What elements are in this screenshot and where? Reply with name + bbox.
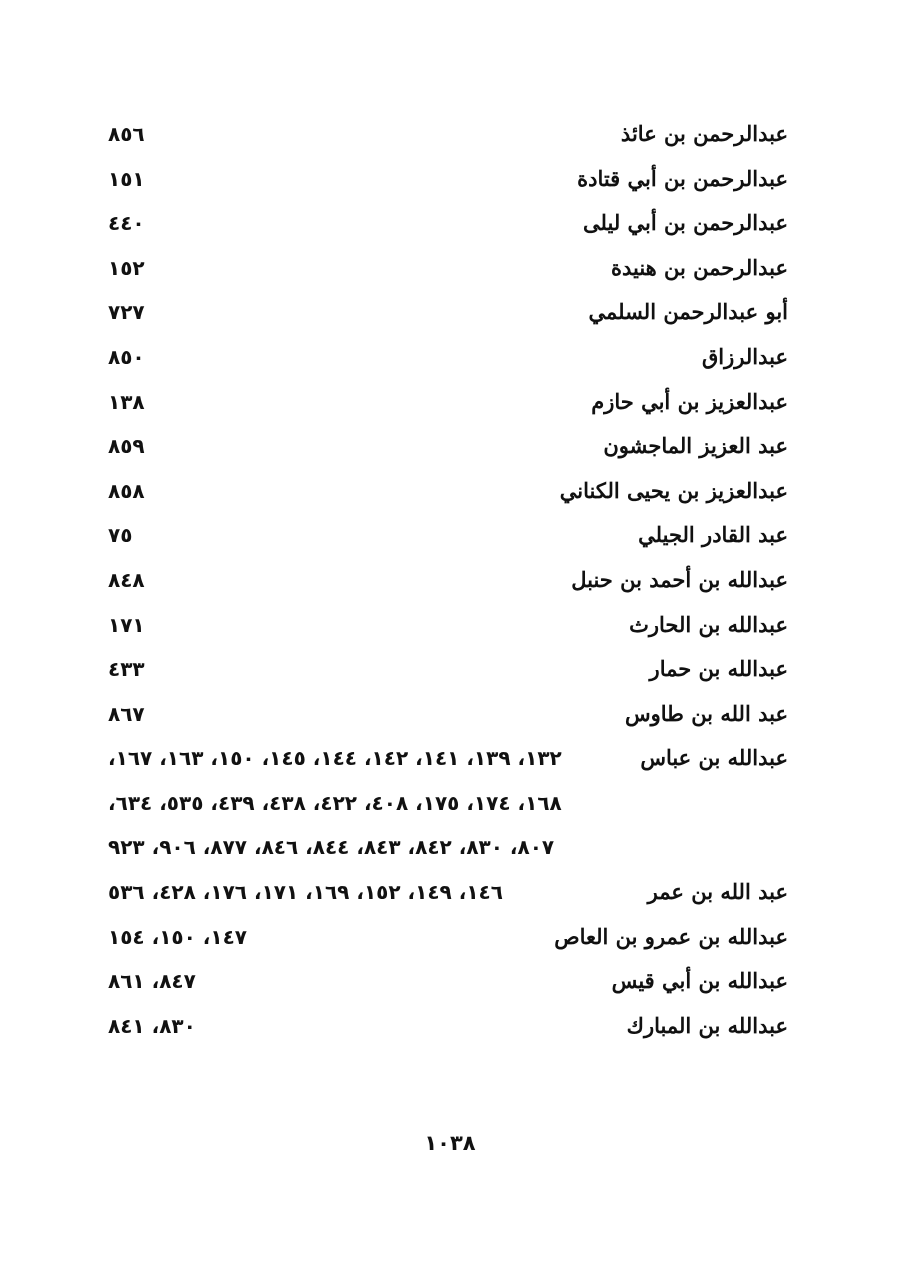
page-numbers-line: ١٤٦، ١٤٩، ١٥٢، ١٦٩، ١٧١، ١٧٦، ٤٢٨، ٥٣٦ [108, 880, 503, 905]
entry-pages [108, 961, 568, 1006]
index-entry [0, 1006, 900, 1046]
page-numbers-line: ١٣٨ [108, 389, 145, 414]
page-numbers-line: ١٤٧، ١٥٠، ١٥٤ [108, 924, 247, 949]
entry-name: عبد القادر الجيلي [638, 522, 788, 548]
entry-name: عبدالله بن عمرو بن العاص [554, 923, 788, 949]
entry-pages [108, 738, 568, 872]
page-numbers-line: ١٦٨، ١٧٤، ١٧٥، ٤٠٨، ٤٢٢، ٤٣٨، ٤٣٩، ٥٣٥، ٦٣٤، [108, 790, 562, 815]
page-numbers-line: ٧٥ [108, 523, 133, 548]
entry-pages [108, 872, 568, 917]
page-numbers-line: ٤٤٠ [108, 211, 145, 236]
entry-name: عبدالرحمن بن أبي ليلى [583, 210, 788, 236]
entry-name: عبد الله بن عمر [647, 879, 788, 905]
page-numbers-line: ١٥٢ [108, 255, 145, 280]
entry-pages [108, 426, 568, 471]
page-numbers-line: ٨٥٦ [108, 122, 145, 146]
entry-pages [108, 382, 568, 427]
entry-pages [108, 605, 568, 650]
index-entry [0, 159, 900, 199]
index-entry [0, 248, 900, 288]
entry-pages [108, 471, 568, 516]
page-numbers-line: ٤٣٣ [108, 657, 145, 682]
entry-pages [108, 1006, 568, 1051]
entry-name: عبدالله بن عباس [640, 745, 788, 771]
entry-name: عبدالعزيز بن أبي حازم [591, 388, 788, 414]
page-numbers-line: ٧٢٧ [108, 300, 145, 325]
index-entry [0, 961, 900, 1001]
entry-pages [108, 649, 568, 694]
index-entry [0, 605, 900, 645]
index-entry [0, 426, 900, 466]
entry-name: أبو عبدالرحمن السلمي [588, 299, 788, 325]
entry-name: عبدالله بن أبي قيس [611, 968, 788, 994]
page-numbers-line: ٨٥٨ [108, 478, 145, 503]
page-numbers-line: ١٣٢، ١٣٩، ١٤١، ١٤٢، ١٤٤، ١٤٥، ١٥٠، ١٦٣، ١٦٧، [108, 746, 562, 771]
entry-pages [108, 203, 568, 248]
entry-name: عبد الله بن طاوس [625, 700, 788, 726]
index-entry [0, 694, 900, 734]
entry-name: عبدالرزاق [702, 344, 788, 369]
page-numbers-line: ٨٥٩ [108, 434, 145, 459]
entry-name: عبدالرحمن بن أبي قتادة [577, 165, 788, 191]
entry-name: عبد العزيز الماجشون [603, 433, 788, 459]
page-number: ١٠٣٨ [424, 1131, 476, 1155]
entry-pages [108, 515, 568, 560]
index-entry [0, 649, 900, 689]
entry-pages [108, 114, 568, 159]
index-entry [0, 560, 900, 600]
index-entry [0, 203, 900, 243]
entry-pages [108, 292, 568, 337]
page-numbers-line: ١٥١ [108, 166, 145, 191]
page-numbers-line: ٨٠٧، ٨٣٠، ٨٤٢، ٨٤٣، ٨٤٤، ٨٤٦، ٨٧٧، ٩٠٦، ٩٢٣ [108, 835, 555, 860]
entry-name: عبدالله بن حمار [649, 656, 788, 682]
entry-name: عبدالله بن أحمد بن حنبل [571, 567, 788, 592]
page-numbers-line: ٨٣٠، ٨٤١ [108, 1014, 196, 1038]
index-entry [0, 471, 900, 511]
index-entry [0, 738, 900, 860]
entry-name: عبدالرحمن بن عائذ [620, 121, 788, 146]
entry-name: عبدالرحمن بن هنيدة [610, 254, 788, 280]
entry-pages [108, 337, 568, 382]
index-entry [0, 114, 900, 154]
index-entry [0, 917, 900, 957]
index-entry [0, 292, 900, 332]
entry-pages [108, 917, 568, 962]
entry-name: عبدالعزيز بن يحيى الكناني [559, 477, 788, 503]
entry-pages [108, 248, 568, 293]
index-entry [0, 872, 900, 912]
page-numbers-line: ٨٥٠ [108, 345, 145, 369]
page-numbers-line: ٨٤٨ [108, 568, 145, 592]
page-numbers-line: ٨٤٧، ٨٦١ [108, 969, 196, 994]
index-entry [0, 337, 900, 377]
entry-name: عبدالله بن المبارك [626, 1013, 788, 1038]
page-numbers-line: ٨٦٧ [108, 701, 145, 726]
index-entry [0, 515, 900, 555]
entry-pages [108, 694, 568, 739]
entry-pages [108, 560, 568, 605]
entry-name: عبدالله بن الحارث [629, 611, 788, 637]
page-numbers-line: ١٧١ [108, 612, 145, 637]
entry-pages [108, 159, 568, 204]
index-entry [0, 382, 900, 422]
